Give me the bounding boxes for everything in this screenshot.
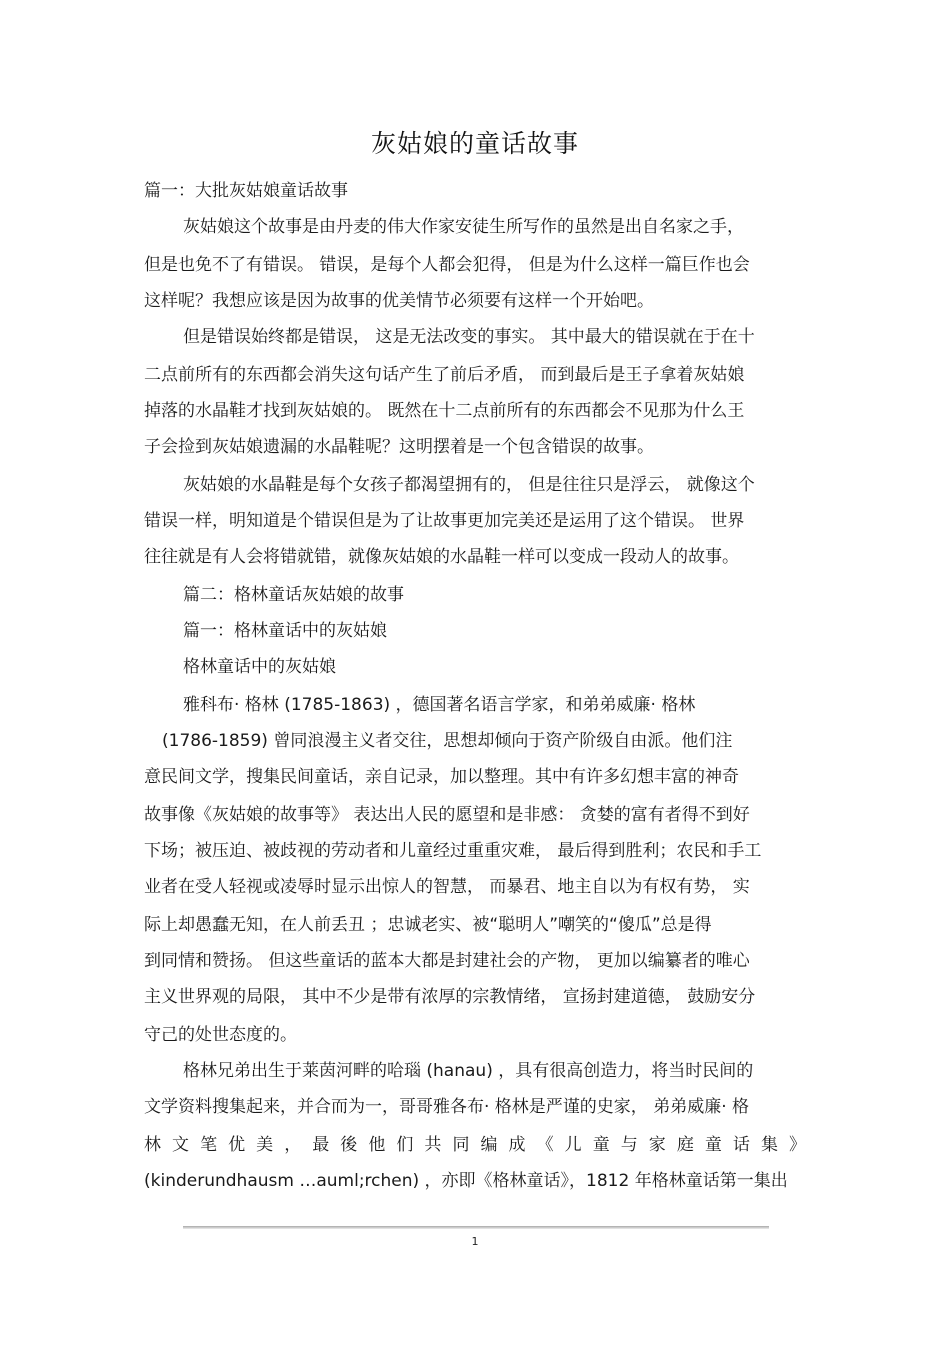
text-line: 业者在受人轻视或凌辱时显示出惊人的智慧， 而暴君、地主自以为有权有势， 实 [144,877,750,897]
text-line: 掉落的水晶鞋才找到灰姑娘的。 既然在十二点前所有的东西都会不见那为什么王 [144,401,745,421]
text-line: 主义世界观的局限， 其中不少是带有浓厚的宗教情绪， 宣扬封建道德， 鼓励安分 [144,987,756,1007]
text-line: (1786-1859) 曾同浪漫主义者交往，思想却倾向于资产阶级自由派。他们注 [162,731,733,751]
text-line: 篇一：大批灰姑娘童话故事 [144,181,348,201]
text-line: 错误一样，明知道是个错误但是为了让故事更加完美还是运用了这个错误。 世界 [144,511,745,531]
section-heading: 篇一：格林童话中的灰姑娘 [183,621,387,641]
text-line: 但是错误始终都是错误， 这是无法改变的事实。 其中最大的错误就在于在十 [183,327,755,347]
text-line: 守己的处世态度的。 [144,1025,297,1045]
text-line: 到同情和赞扬。 但这些童话的蓝本大都是封建社会的产物， 更加以编纂者的唯心 [144,951,750,971]
text-line: 灰姑娘的水晶鞋是每个女孩子都渴望拥有的， 但是往往只是浮云， 就像这个 [183,475,755,495]
text-line: 灰姑娘这个故事是由丹麦的伟大作家安徒生所写作的虽然是出自名家之手， [183,217,744,237]
text-line: 二点前所有的东西都会消失这句话产生了前后矛盾， 而到最后是王子拿着灰姑娘 [144,365,745,385]
text-line: 文学资料搜集起来，并合而为一，哥哥雅各布· 格林是严谨的史家， 弟弟威廉· 格 [144,1097,750,1117]
text-line: 意民间文学，搜集民间童话，亲自记录，加以整理。其中有许多幻想丰富的神奇 [144,767,739,787]
page-title: 灰姑娘的童话故事 [370,129,579,158]
text-line: 际上却愚蠢无知，在人前丢丑 ；忠诚老实、被“聪明人”嘲笑的“傻瓜”总是得 [144,915,712,935]
page-number: 1 [471,1235,479,1248]
section-heading: 格林童话中的灰姑娘 [183,657,336,677]
text-line: 但是也免不了有错误。 错误，是每个人都会犯得， 但是为什么这样一篇巨作也会 [144,255,750,275]
text-line: 往往就是有人会将错就错，就像灰姑娘的水晶鞋一样可以变成一段动人的故事。 [144,547,739,567]
footer-rule [183,1226,769,1229]
text-line: 格林兄弟出生于莱茵河畔的哈瑙 (hanau) ，具有很高创造力，将当时民间的 [183,1061,754,1081]
text-line: 下场；被压迫、被歧视的劳动者和儿童经过重重灾难， 最后得到胜利；农民和手工 [144,841,762,861]
section-heading: 篇二：格林童话灰姑娘的故事 [183,585,404,605]
text-line: 故事像《灰姑娘的故事等》 表达出人民的愿望和是非感： 贪婪的富有者得不到好 [144,805,750,825]
text-line: 林 文 笔 优 美 ， 最 後 他 们 共 同 编 成 《 儿 童 与 家 庭 童 话 集 》 [144,1135,806,1155]
text-line: (kinderundhausm …auml;rchen) ，亦即《格林童话》，1812 年格林童话第一集出 [144,1171,788,1191]
text-line: 这样呢？我想应该是因为故事的优美情节必须要有这样一个开始吧。 [144,291,654,311]
text-line: 子会捡到灰姑娘遗漏的水晶鞋呢？这明摆着是一个包含错误的故事。 [144,437,654,457]
text-line: 雅科布· 格林 (1785-1863) ，德国著名语言学家，和弟弟威廉· 格林 [183,695,696,715]
